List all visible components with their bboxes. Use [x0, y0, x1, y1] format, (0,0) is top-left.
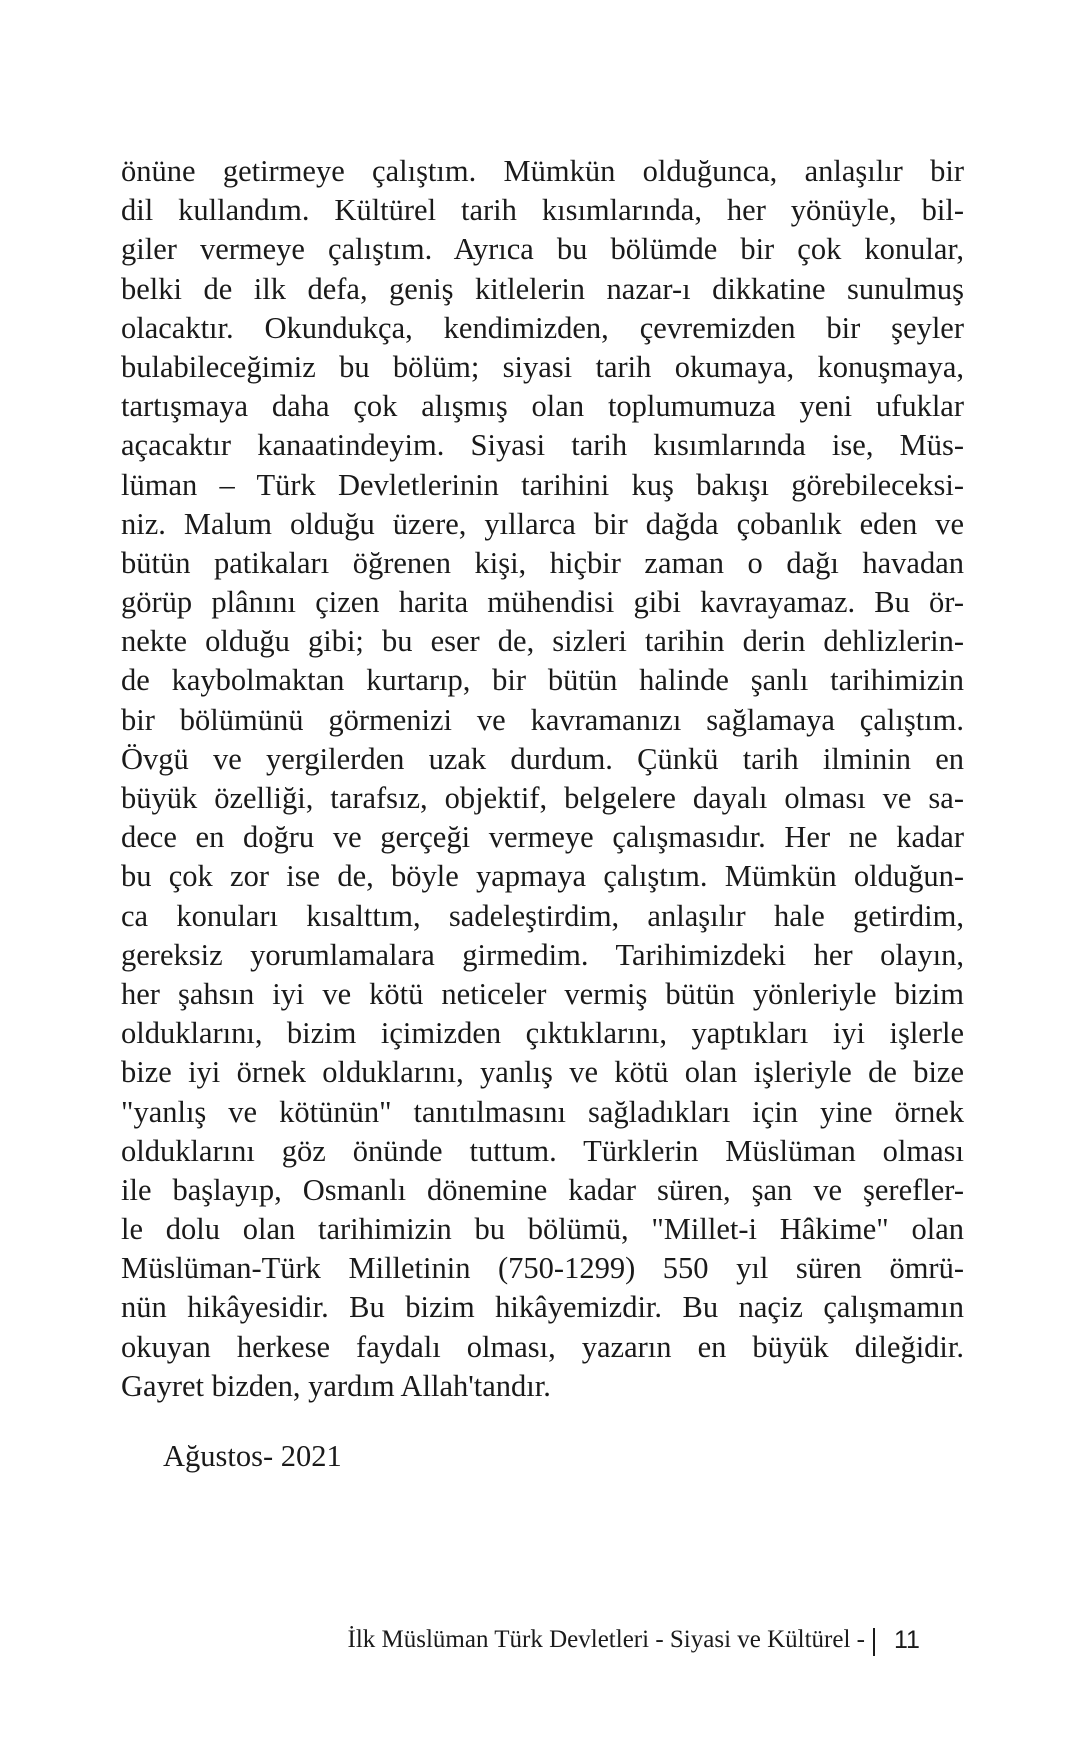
- text-line: her şahsın iyi ve kötü neticeler vermiş bütün yönleriyle bizim: [121, 976, 964, 1011]
- text-line: nekte olduğu gibi; bu eser de, sizleri tarihin derin dehlizlerin-: [121, 624, 964, 659]
- text-line: Gayret bizden, yardım Allah'tandır.: [121, 1368, 551, 1403]
- text-line: dil kullandım. Kültürel tarih kısımlarında, her yönüyle, bil-: [121, 193, 964, 228]
- text-line: lüman – Türk Devletlerinin tarihini kuş bakışı görebileceksi-: [121, 467, 964, 502]
- text-line: görüp plânını çizen harita mühendisi gibi kavrayamaz. Bu ör-: [121, 585, 964, 620]
- text-line: büyük özelliği, tarafsız, objektif, belgelere dayalı olması ve sa-: [121, 781, 964, 815]
- text-line: ile başlayıp, Osmanlı dönemine kadar süren, şan ve şerefler-: [121, 1172, 964, 1207]
- text-line: "yanlış ve kötünün" tanıtılmasını sağladıkları için yine örnek: [121, 1094, 964, 1129]
- text-line: belki de ilk defa, geniş kitlelerin nazar-ı dikkatine sunulmuş: [121, 271, 964, 306]
- text-line: bütün patikaları öğrenen kişi, hiçbir zaman o dağı havadan: [121, 545, 964, 580]
- running-title: İlk Müslüman Türk Devletleri - Siyasi ve Kültürel -: [347, 1626, 865, 1653]
- body-paragraph: [121, 152, 964, 1406]
- text-line: olacaktır. Okundukça, kendimizden, çevremizden bir şeyler: [121, 310, 964, 345]
- text-line: önüne getirmeye çalıştım. Mümkün olduğunca, anlaşılır bir: [121, 154, 964, 188]
- text-line: Övgü ve yergilerden uzak durdum. Çünkü tarih ilminin en: [121, 741, 964, 776]
- text-line: Müslüman-Türk Milletinin (750-1299) 550 yıl süren ömrü-: [121, 1251, 964, 1286]
- page-footer: [0, 1620, 1087, 1660]
- text-line: niz. Malum olduğu üzere, yıllarca bir dağda çobanlık eden ve: [121, 506, 964, 541]
- text-line: gereksiz yorumlamalara girmedim. Tarihimizdeki her olayın,: [121, 937, 964, 972]
- text-line: açacaktır kanaatindeyim. Siyasi tarih kısımlarında ise, Müs-: [121, 428, 964, 463]
- text-line: dece en doğru ve gerçeği vermeye çalışmasıdır. Her ne kadar: [121, 820, 964, 855]
- footer-divider: [873, 1628, 875, 1656]
- text-line: giler vermeye çalıştım. Ayrıca bu bölümde bir çok konular,: [121, 232, 964, 267]
- text-line: bir bölümünü görmenizi ve kavramanızı sağlamaya çalıştım.: [121, 702, 964, 737]
- text-line: olduklarını göz önünde tuttum. Türklerin Müslüman olması: [121, 1133, 964, 1168]
- page-number: 11: [894, 1626, 920, 1654]
- text-line: le dolu olan tarihimizin bu bölümü, "Millet-i Hâkime" olan: [121, 1212, 964, 1247]
- text-line: de kaybolmaktan kurtarıp, bir bütün halinde şanlı tarihimizin: [121, 663, 964, 698]
- text-line: okuyan herkese faydalı olması, yazarın en büyük dileğidir.: [121, 1329, 964, 1364]
- date-line: Ağustos- 2021: [163, 1439, 342, 1473]
- text-line: bu çok zor ise de, böyle yapmaya çalıştım. Mümkün olduğun-: [121, 859, 964, 894]
- text-line: ca konuları kısalttım, sadeleştirdim, anlaşılır hale getirdim,: [121, 898, 964, 933]
- text-line: nün hikâyesidir. Bu bizim hikâyemizdir. Bu naçiz çalışmamın: [121, 1290, 964, 1325]
- text-line: bulabileceğimiz bu bölüm; siyasi tarih okumaya, konuşmaya,: [121, 349, 964, 384]
- text-line: tartışmaya daha çok alışmış olan toplumumuza yeni ufuklar: [121, 389, 964, 424]
- text-line: bize iyi örnek olduklarını, yanlış ve kötü olan işleriyle de bize: [121, 1055, 964, 1090]
- text-line: olduklarını, bizim içimizden çıktıklarını, yaptıkları iyi işlerle: [121, 1016, 964, 1051]
